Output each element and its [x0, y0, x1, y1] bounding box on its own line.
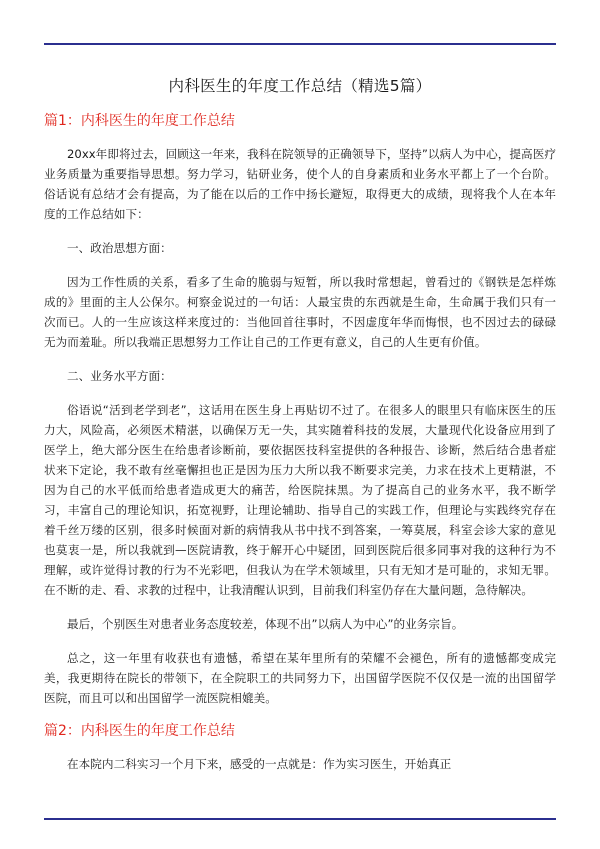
document-title: 内科医生的年度工作总结（精选5篇） [168, 77, 432, 95]
paragraph: 俗语说“活到老学到老”，这话用在医生身上再贴切不过了。在很多人的眼里只有临床医生的压力大，风险高，必须医术精湛，以确保万无一失，其实随着科技的发展，大量现代化设备应用到了医学上，绝大部分医生在给患者诊断前，要依据医技科室提供的各种报告、诊断，然后结合患者症状来下定论，我不敢有丝毫懈担也正是因为压力大所以我不断要求完美，力求在技术上更精湛，不因为自己的水平低而给患者造成更大的痛苦，给医院抹黑。为了提高自己的业务水平，我不断学习，丰富自己的理论知识，拓宽视野，让理论辅助、指导自己的实践工作，但理论与实践终究存在着千丝万缕的区别，很多时候面对新的病情我从书中找不到答案，一筹莫展，科室会诊大家的意见也莫衷一是，所以我就到—医院请教，终于解开心中疑团，回到医院后很多同事对我的这种行为不理解，或许觉得讨教的行为不光彩吧，但我认为在学术领域里，只有无知才是可耻的，求知无罪。在不断的走、看、求教的过程中，让我清醒认识到，目前我们科室仍存在大量问题，急待解决。 [44, 403, 556, 597]
subheading: 一、政治思想方面： [67, 241, 172, 255]
header-rule [44, 43, 556, 45]
section-heading: 篇1：内科医生的年度工作总结 [44, 113, 235, 129]
paragraph: 因为工作性质的关系，看多了生命的脆弱与短暂，所以我时常想起，曾看过的《钢铁是怎样炼成的》里面的主人公保尔。柯察金说过的一句话：人最宝贵的东西就是生命，生命属于我们只有一次而已。人的一生应该这样来度过的：当他回首往事时，不因虚度年华而悔恨，也不因过去的碌碌无为而羞耻。所以我端正思想努力工作让自己的工作更有意义，自己的人生更有价值。 [44, 275, 556, 349]
paragraph: 总之，这一年里有收获也有遗憾，希望在某年里所有的荣耀不会褪色，所有的遗憾都变成完美，我更期待在院长的带领下，在全院职工的共同努力下，出国留学医院不仅仅是一流的出国留学医院，而且可以和出国留学一流医院相媲美。 [44, 651, 556, 705]
paragraph: 最后，个别医生对患者业务态度较差，体现不出”以病人为中心”的业务宗旨。 [67, 617, 464, 631]
subheading: 二、业务水平方面： [67, 369, 172, 383]
paragraph: 在本院内二科实习一个月下来，感受的一点就是：作为实习医生，开始真正 [67, 757, 452, 771]
document-body [44, 74, 556, 788]
footer-rule [44, 818, 556, 820]
paragraph: 20xx年即将过去，回顾这一年来，我科在院领导的正确领导下，坚持”以病人为中心，提高医疗业务质量为重要指导思想。努力学习，钻研业务，使个人的自身素质和业务水平都上了一个台阶。俗话说有总结才会有提高，为了能在以后的工作中扬长避短，取得更大的成绩，现将我个人在本年度的工作总结如下： [44, 147, 556, 221]
section-heading: 篇2：内科医生的年度工作总结 [44, 723, 235, 739]
